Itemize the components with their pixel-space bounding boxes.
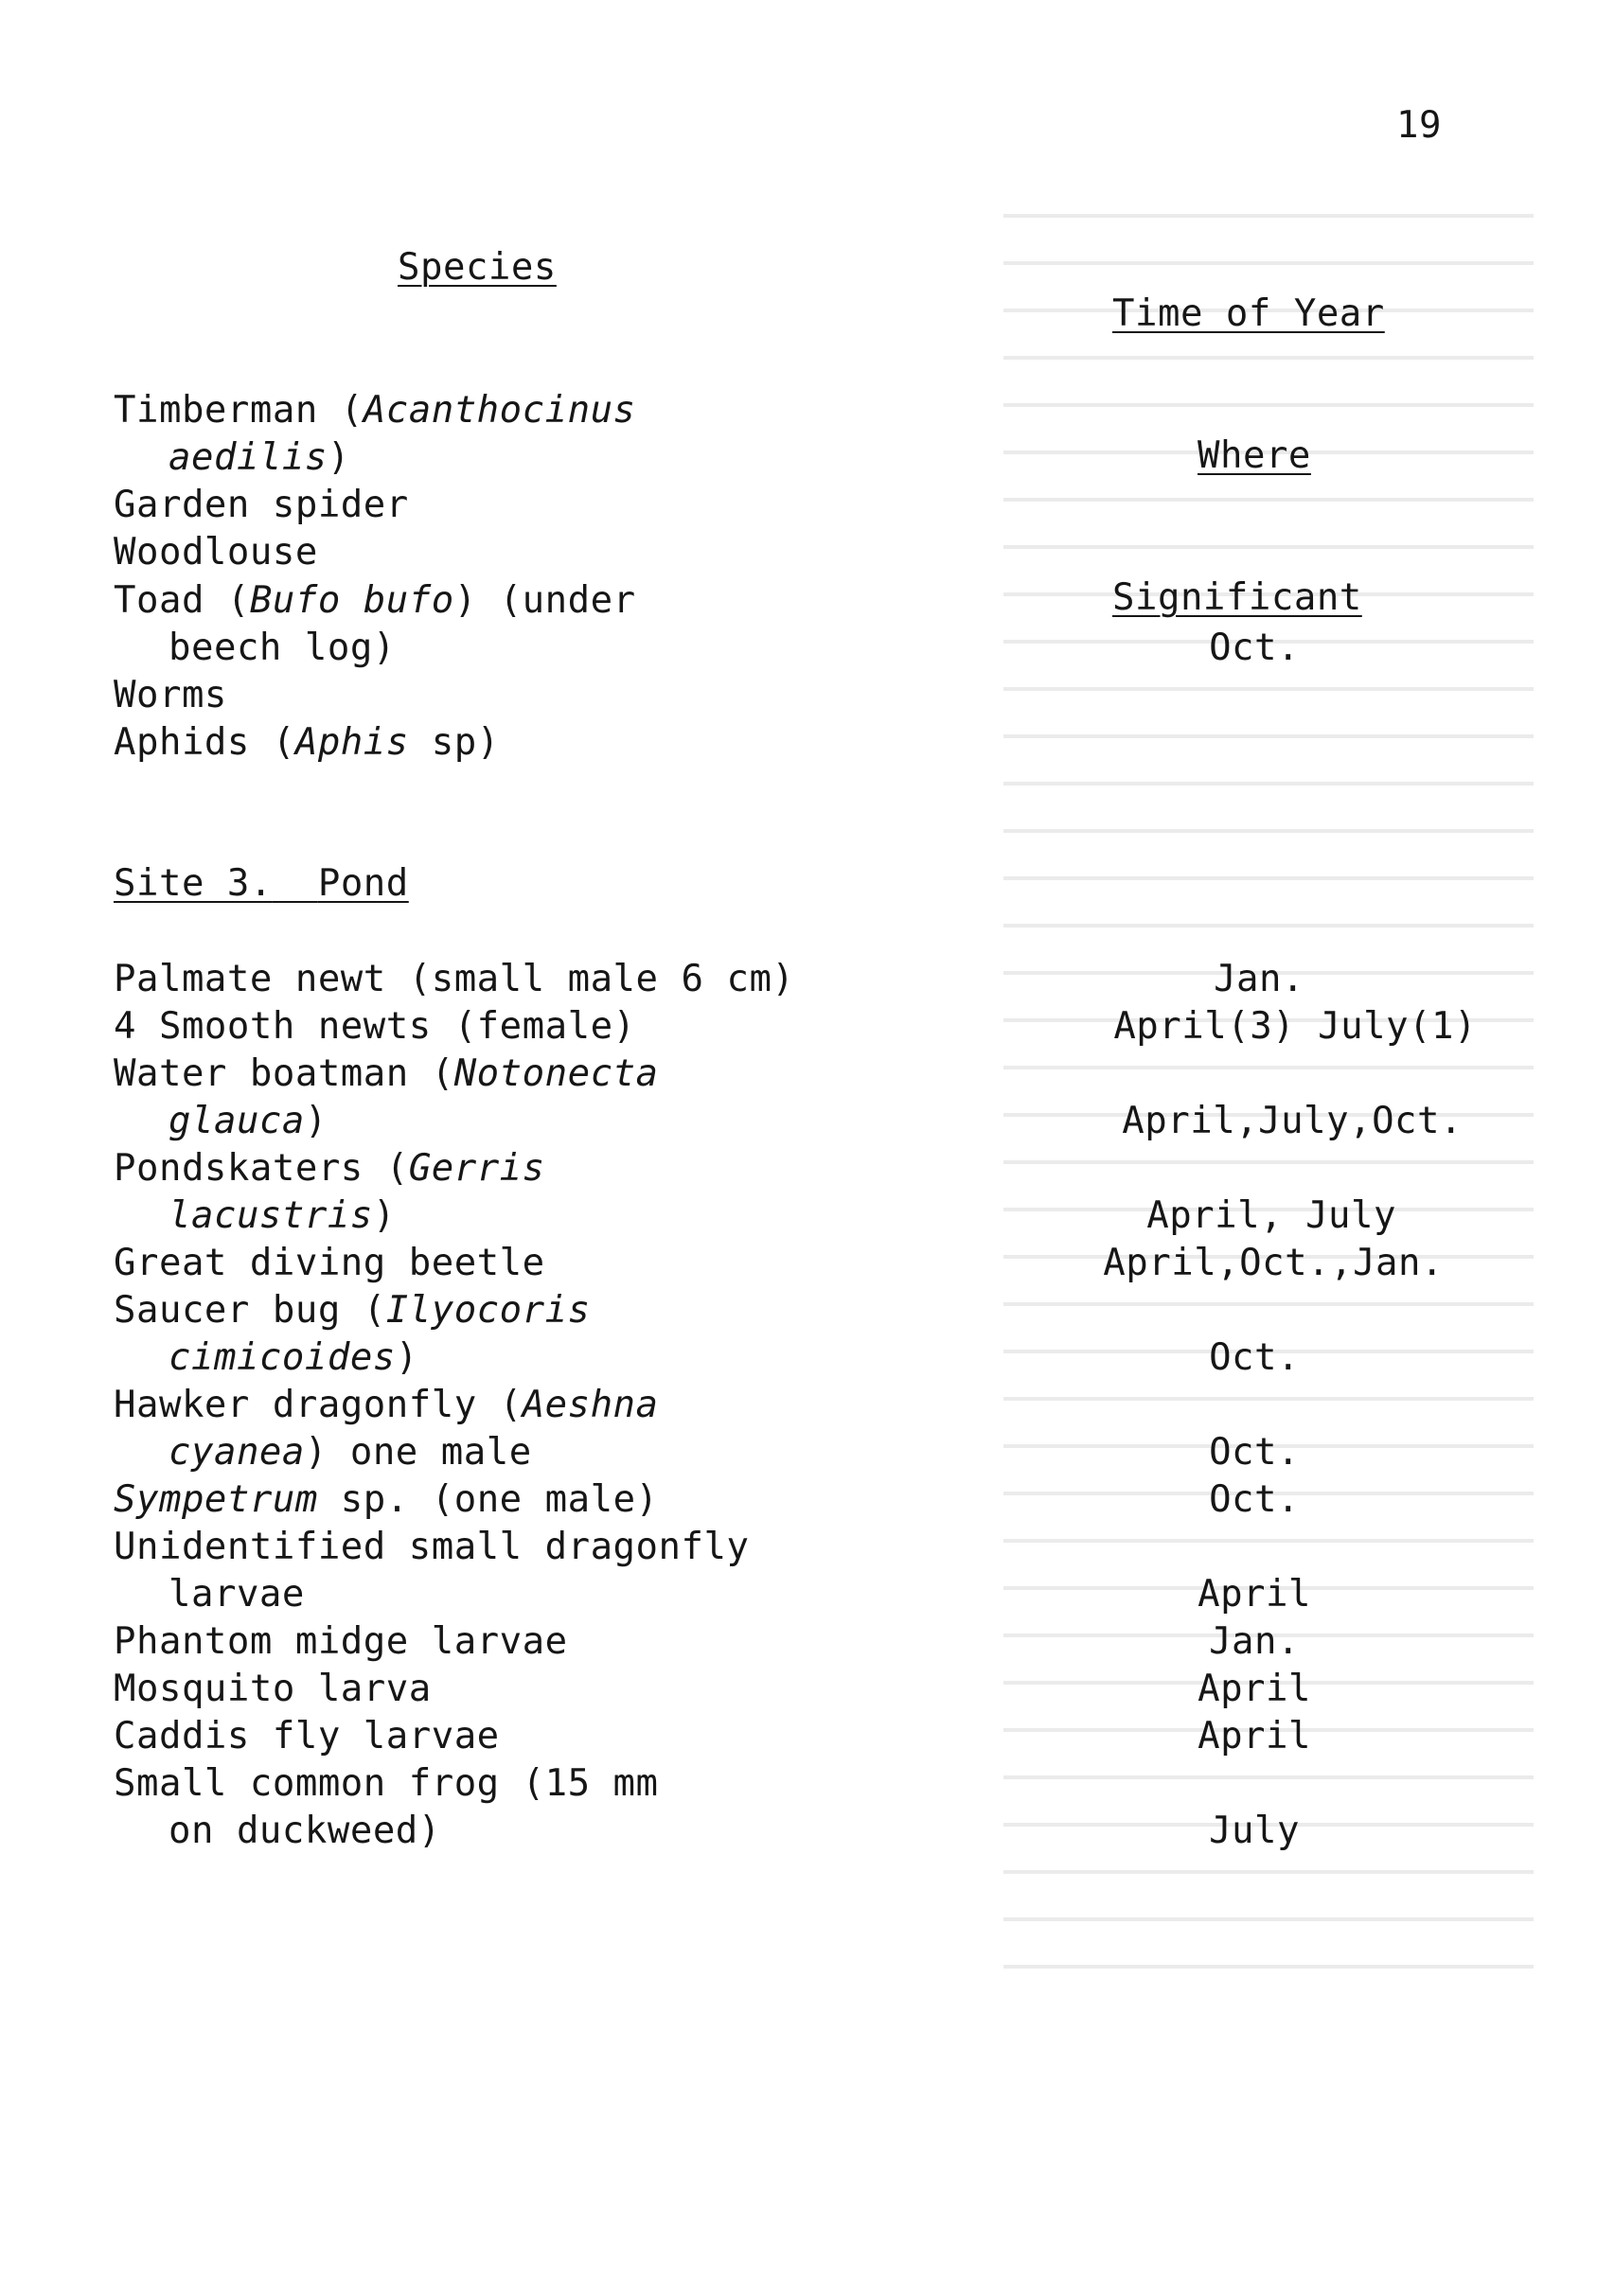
time-entry: Oct. xyxy=(1209,1431,1300,1474)
time-entry: Oct. xyxy=(1209,1478,1300,1521)
species-entry: Pondskaters (Gerris xyxy=(114,1147,545,1190)
time-entry: Jan. xyxy=(1209,1620,1300,1663)
time-header-line-1: Time of Year xyxy=(1112,292,1385,335)
species-entry: Garden spider xyxy=(114,484,409,526)
site-heading: Site 3. Pond xyxy=(114,862,409,905)
species-entry: Water boatman (Notonecta xyxy=(114,1052,659,1095)
time-entry: April, July xyxy=(1146,1194,1396,1237)
time-entry: Oct. xyxy=(1209,1336,1300,1379)
time-entry: April(3) July(1) xyxy=(1113,1005,1477,1048)
time-entry: April xyxy=(1198,1668,1311,1710)
species-entry: Hawker dragonfly (Aeshna xyxy=(114,1384,659,1426)
species-entry: Small common frog (15 mm xyxy=(114,1762,659,1805)
species-entry-cont: on duckweed) xyxy=(169,1810,441,1852)
species-entry-cont: larvae xyxy=(169,1573,305,1616)
species-entry: Mosquito larva xyxy=(114,1668,432,1710)
species-entry: Worms xyxy=(114,674,227,716)
species-entry: Aphids (Aphis sp) xyxy=(114,721,500,764)
species-entry: Timberman (Acanthocinus xyxy=(114,389,636,432)
species-entry-cont: lacustris) xyxy=(169,1194,396,1237)
species-entry: Palmate newt (small male 6 cm) xyxy=(114,958,795,1000)
species-entry: Woodlouse xyxy=(114,531,318,574)
species-entry: Caddis fly larvae xyxy=(114,1715,500,1757)
species-entry-cont: glauca) xyxy=(169,1100,328,1142)
time-entry: April xyxy=(1198,1573,1311,1616)
species-entry: Sympetrum sp. (one male) xyxy=(114,1478,659,1521)
species-entry-cont: aedilis) xyxy=(169,436,350,479)
species-entry-cont: beech log) xyxy=(169,627,396,669)
time-entry: Jan. xyxy=(1214,958,1304,1000)
time-entry: Oct. xyxy=(1209,627,1300,669)
time-entry: April xyxy=(1198,1715,1311,1757)
species-entry: Toad (Bufo bufo) (under xyxy=(114,579,636,622)
species-entry: Great diving beetle xyxy=(114,1242,545,1284)
time-entry: July xyxy=(1209,1810,1300,1852)
time-entry: April,Oct.,Jan. xyxy=(1103,1242,1444,1284)
species-entry: Saucer bug (Ilyocoris xyxy=(114,1289,591,1332)
species-entry-cont: cimicoides) xyxy=(169,1336,418,1379)
time-header-line-3: Significant xyxy=(1112,576,1362,619)
time-header-line-2: Where xyxy=(1198,434,1311,477)
species-entry: Unidentified small dragonfly xyxy=(114,1526,750,1568)
species-entry: Phantom midge larvae xyxy=(114,1620,568,1663)
species-entry-cont: cyanea) one male xyxy=(169,1431,532,1474)
time-entry: April,July,Oct. xyxy=(1122,1100,1463,1142)
page-number: 19 xyxy=(1396,104,1442,147)
species-entry: 4 Smooth newts (female) xyxy=(114,1005,636,1048)
species-column-header: Species xyxy=(398,246,557,289)
